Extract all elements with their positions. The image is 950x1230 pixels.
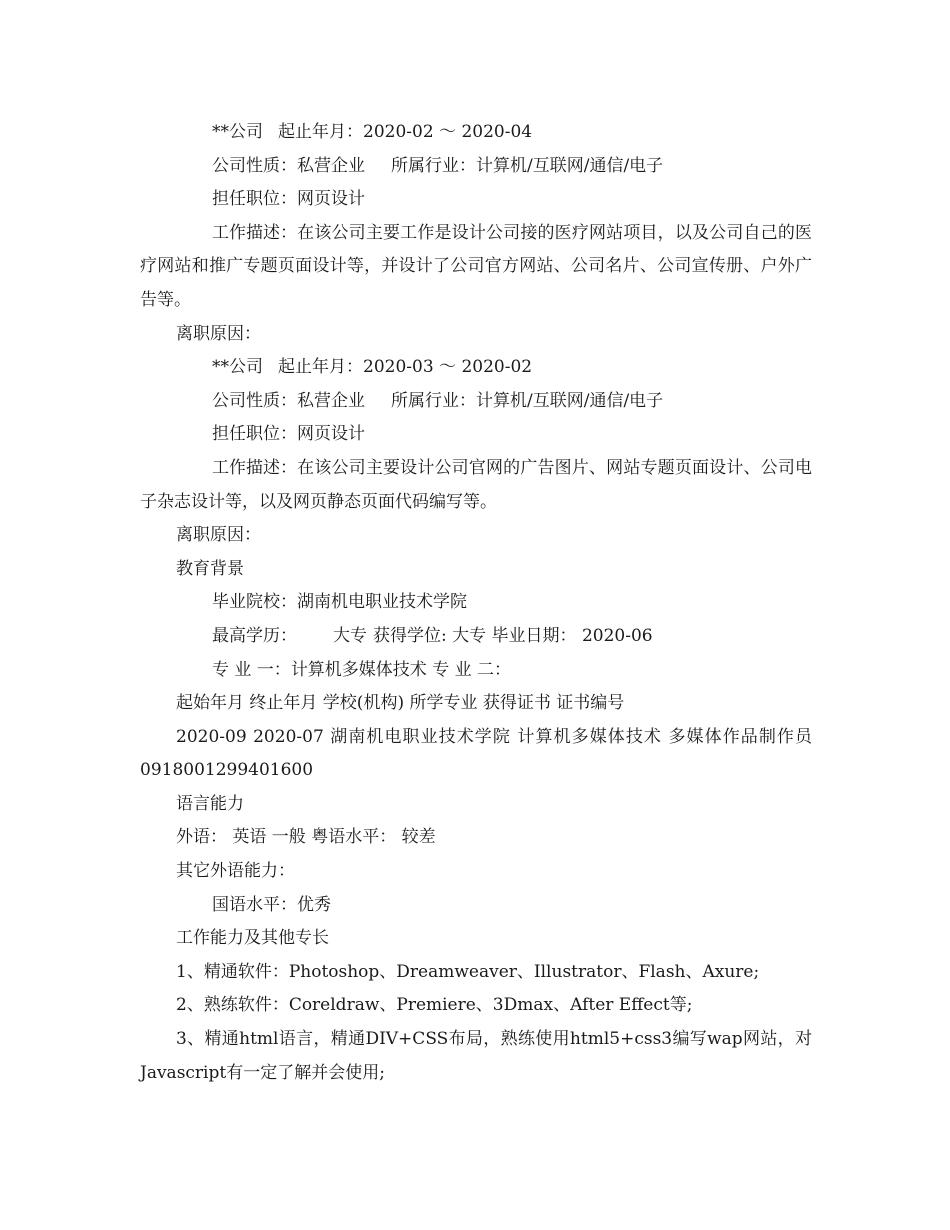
job-1-nature-row [140,150,812,184]
job-1-leave-reason: 离职原因： [176,323,261,344]
job-1-position-row [140,183,812,217]
major1-value: 计算机多媒体技术 [290,659,427,680]
job-2-nature: 私营企业 [297,390,365,411]
school-label: 毕业院校： [212,592,297,613]
job-2-position-label: 担任职位： [212,424,297,445]
job-2-position-row [140,418,812,452]
job-1-desc-label: 工作描述： [212,222,297,243]
graduation-date: 毕业日期： 2020-06 [491,625,653,646]
job-2-description [140,452,812,519]
education-degree-row [140,620,812,654]
gained-degree: 获得学位: 大专 [373,625,487,646]
mandarin-label: 国语水平： [212,894,297,915]
major2-label: 专 业 二： [432,659,512,680]
job-2-desc-label: 工作描述： [212,457,297,478]
skill-item-3: 3、精通html语言，精通DIV+CSS布局，熟练使用html5+css3编写wap网站，对Javascript有一定了解并会使用; [140,1029,812,1083]
education-table-row: 2020-09 2020-07 湖南机电职业技术学院 计算机多媒体技术 多媒体作品制作员 0918001299401600 [140,726,812,781]
education-table-header: 起始年月 终止年月 学校(机构) 所学专业 获得证书 证书编号 [176,693,625,714]
language-heading: 语言能力 [176,793,244,814]
mandarin-value: 优秀 [297,894,331,915]
language-other: 其它外语能力： [176,861,295,882]
major1-label: 专 业 一： [212,659,291,680]
job-1-position-label: 担任职位： [212,189,297,210]
degree-label: 最高学历： [212,625,297,646]
degree-value: 大专 [333,625,367,646]
skill-item-1: 1、精通软件：Photoshop、Dreamweaver、Illustrator、Flash、Axure; [176,961,760,982]
school-value: 湖南机电职业技术学院 [297,592,467,613]
job-2-nature-label: 公司性质： [212,390,297,411]
job-2-desc-text: 在该公司主要设计公司官网的广告图片、网站专题页面设计、公司电子杂志设计等，以及网页静态页面代码编写等。 [140,457,812,512]
job-1-nature-label: 公司性质： [212,155,297,176]
job-2-leave-reason: 离职原因： [176,525,261,546]
language-mandarin-row [140,889,812,923]
job-2-period: 起止年月：2020-03 ～ 2020-02 [278,357,533,378]
job-1-description [140,217,812,318]
skill-item-2: 2、熟练软件：Coreldraw、Premiere、3Dmax、After Effect等; [176,995,693,1016]
job-2-industry: 所属行业：计算机/互联网/通信/电子 [391,390,664,411]
job-1-industry: 所属行业：计算机/互联网/通信/电子 [391,155,664,176]
job-1-nature: 私营企业 [297,155,365,176]
education-heading: 教育背景 [176,558,244,579]
language-foreign: 外语： 英语 一般 粤语水平： 较差 [176,827,436,848]
job-2-position: 网页设计 [297,424,365,445]
education-school-row [140,586,812,620]
job-1-desc-text: 在该公司主要工作是设计公司接的医疗网站项目，以及公司自己的医疗网站和推广专题页面设计等，并设计了公司官方网站、公司名片、公司宣传册、户外广告等。 [140,222,812,310]
job-1-company: **公司 [212,122,263,142]
job-2-nature-row [140,385,812,419]
job-1-header [140,116,812,150]
job-2-company: **公司 [212,357,263,378]
job-1-period: 起止年月：2020-02 ～ 2020-04 [278,122,533,142]
education-major-row [140,654,812,688]
skills-heading: 工作能力及其他专长 [176,928,329,949]
job-1-position: 网页设计 [297,189,365,210]
job-2-header [140,351,812,385]
